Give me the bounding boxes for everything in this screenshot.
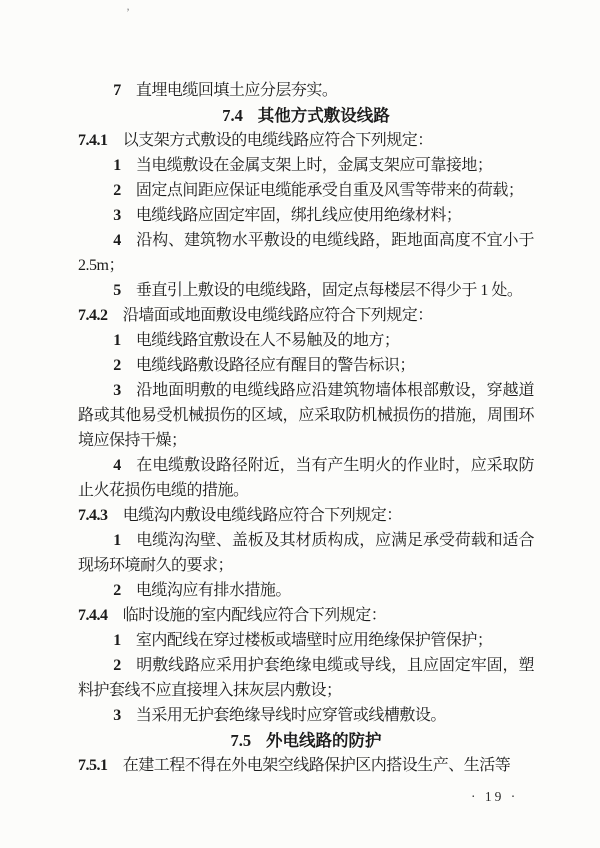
clause-text: 沿墙面或地面敷设电缆线路应符合下列规定：: [122, 307, 433, 324]
item-text: 沿构、建筑物水平敷设的电缆线路，距地面高度不宜小于 2.5m；: [78, 232, 534, 274]
list-item: [78, 278, 534, 303]
item-number: 1: [113, 532, 121, 549]
item-number: 7: [113, 82, 121, 99]
item-number: 1: [113, 332, 121, 349]
list-item-7: [78, 78, 534, 103]
item-number: 3: [113, 382, 121, 399]
list-item: [78, 178, 534, 203]
clause-7-4-4: [78, 603, 534, 628]
item-number: 1: [113, 632, 121, 649]
list-item: [78, 328, 534, 353]
clause-7-4-2: [78, 303, 534, 328]
list-item: [78, 528, 534, 578]
item-text: 电缆沟应有排水措施。: [135, 582, 291, 599]
item-text: 当电缆敷设在金属支架上时，金属支架应可靠接地；: [135, 157, 493, 174]
clause-number: 7.5.1: [78, 757, 108, 774]
clause-number: 7.4.2: [78, 307, 108, 324]
clause-7-4-1: [78, 128, 534, 153]
section-heading-7-4: [78, 103, 534, 128]
list-item: [78, 453, 534, 503]
item-text: 室内配线在穿过楼板或墙壁时应用绝缘保护管保护；: [135, 632, 493, 649]
list-item: [78, 703, 534, 728]
item-number: 3: [113, 707, 121, 724]
item-text: 沿地面明敷的电缆线路应沿建筑物墙体根部敷设，穿越道路或其他易受机械损伤的区域，应采取防机械损伤的措施，周围环境应保持干燥；: [78, 382, 534, 449]
clause-number: 7.4.4: [78, 607, 108, 624]
list-item: [78, 203, 534, 228]
list-item: [78, 153, 534, 178]
item-number: 5: [113, 282, 121, 299]
item-text: 固定点间距应保证电缆能承受自重及风雪等带来的荷载；: [135, 182, 524, 199]
item-number: 4: [113, 232, 121, 249]
item-number: 2: [113, 357, 121, 374]
item-text: 当采用无护套绝缘导线时应穿管或线槽敷设。: [135, 707, 446, 724]
item-text: 电缆线路应固定牢固，绑扎线应使用绝缘材料；: [135, 207, 462, 224]
item-number: 1: [113, 157, 121, 174]
item-number: 2: [113, 182, 121, 199]
page-number: · 19 ·: [471, 789, 519, 804]
item-number: 2: [113, 657, 121, 674]
list-item: [78, 578, 534, 603]
item-text: 电缆线路宜敷设在人不易触及的地方；: [135, 332, 400, 349]
section-title: 其他方式敷设线路: [257, 106, 390, 125]
list-item: [78, 228, 534, 278]
item-text: 明敷线路应采用护套绝缘电缆或导线，且应固定牢固，塑料护套线不应直接埋入抹灰层内敷设；: [78, 657, 534, 699]
item-number: 3: [113, 207, 121, 224]
item-number: 4: [113, 457, 121, 474]
item-text: 垂直引上敷设的电缆线路，固定点每楼层不得少于 1 处。: [135, 282, 523, 299]
clause-text: 电缆沟内敷设电缆线路应符合下列规定：: [122, 507, 402, 524]
item-text: 电缆线路敷设路径应有醒目的警告标识；: [135, 357, 415, 374]
section-title: 外电线路的防护: [265, 731, 382, 750]
item-text: 直埋电缆回填土应分层夯实。: [135, 82, 338, 99]
item-number: 2: [113, 582, 121, 599]
list-item: [78, 378, 534, 453]
list-item: [78, 628, 534, 653]
clause-text: 在建工程不得在外电架空线路保护区内搭设生产、生活等: [122, 757, 511, 774]
section-number: 7.4: [222, 106, 243, 125]
list-item: [78, 653, 534, 703]
item-text: 在电缆敷设路径附近，当有产生明火的作业时，应采取防止火花损伤电缆的措施。: [78, 457, 534, 499]
section-number: 7.5: [230, 731, 252, 750]
clause-number: 7.4.3: [78, 507, 108, 524]
clause-7-5-1: [78, 753, 534, 778]
list-item: [78, 353, 534, 378]
clause-number: 7.4.1: [78, 132, 108, 149]
section-heading-7-5: [78, 728, 534, 753]
scan-speck: ’: [126, 5, 130, 19]
clause-7-4-3: [78, 503, 534, 528]
item-text: 电缆沟沟壁、盖板及其材质构成，应满足承受荷载和适合现场环境耐久的要求；: [78, 532, 534, 574]
clause-text: 以支架方式敷设的电缆线路应符合下列规定：: [122, 132, 433, 149]
clause-text: 临时设施的室内配线应符合下列规定：: [122, 607, 387, 624]
document-body: [78, 78, 534, 778]
